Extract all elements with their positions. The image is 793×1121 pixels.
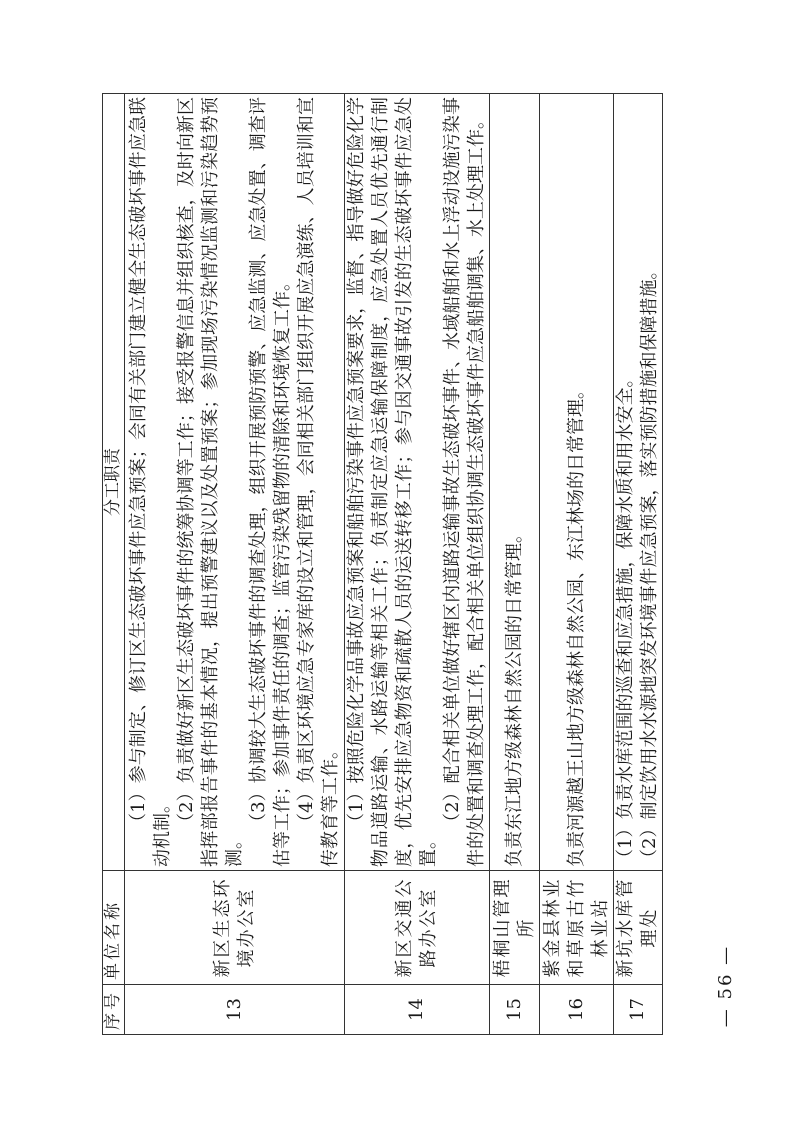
duty-cell — [490, 94, 540, 871]
table-row — [125, 94, 345, 1035]
responsibility-table — [102, 93, 663, 1035]
row-index: 17 — [614, 985, 663, 1035]
duty-item: 负责河源越王山地方级森林自然公园、东江林场的日常管理。 — [565, 381, 587, 867]
duty-item: （2）负责做好新区生态破坏事件的统筹协调等工作；接受报警信息并组织核查，及时向新区指挥部报告事件的基本情况，提出预警建议以及处置预案；参加现场污染情况监测和污染趋势预测。 — [175, 97, 245, 867]
table-row — [490, 94, 540, 1035]
unit-name: 紫金县林业和草原古竹林业站 — [540, 871, 614, 985]
duty-item: （2）制定饮用水水源地突发环境事件应急预案，落实预防措施和保障措施。 — [639, 261, 660, 867]
table-row — [614, 94, 663, 1035]
header-unit-name: 单位名称 — [103, 871, 125, 985]
duty-item: （3）协调较大生态破坏事件的调查处理，组织开展预防预警、应急监测、应急处置、调查评估等工作；参加事件责任的调查；监管污染残留物的清除和环境恢复工作。 — [247, 97, 293, 867]
table-row — [540, 94, 614, 1035]
unit-name: 新区生态环境办公室 — [125, 871, 345, 985]
table-header-row — [103, 94, 125, 1035]
unit-name: 梧桐山管理所 — [490, 871, 540, 985]
duty-item: （1）参与制定、修订区生态破坏事件应急预案；会同有关部门建立健全生态破坏事件应急联动机制。 — [127, 97, 173, 867]
duty-cell — [540, 94, 614, 871]
unit-name: 新坑水库管理处 — [614, 871, 663, 985]
table-row — [345, 94, 490, 1035]
page-number: — 56 — — [715, 944, 736, 1028]
duty-item: （4）负责区环境应急专家库的设立和管理，会同相关部门组织开展应急演练、人员培训和宣传教育等工作。 — [295, 97, 341, 867]
duty-cell — [614, 94, 663, 871]
duty-item: （1）负责水库范围的巡查和应急措施，保障水质和用水安全。 — [615, 369, 636, 867]
row-index: 16 — [540, 985, 614, 1035]
duty-item: （2）配合相关单位做好辖区内道路运输事故生态破坏事件、水域船舶和水上浮动设施污染事件的处置和调查处理工作，配合相关单位组织协调生态破坏事件应急船舶调集、水上处理工作。 — [442, 97, 487, 867]
duty-item: 负责东江地方级森林自然公园的日常管理。 — [503, 525, 525, 867]
row-index: 13 — [125, 985, 345, 1035]
row-index: 15 — [490, 985, 540, 1035]
header-duty: 分工职责 — [103, 94, 125, 871]
duty-cell — [125, 94, 345, 871]
duty-item: （1）按照危险化学品事故应急预案和船舶污染事件应急预案要求，监督、指导做好危险化学物品道路运输、水路运输等相关工作；负责制定应急运输保障制度，应急处置人员优先通行制度，优先安排应急物资和疏散人员的运送转移工作；参与因交通事故引发的生态破坏事件应急处置。 — [346, 97, 439, 867]
header-index: 序号 — [103, 985, 125, 1035]
unit-name: 新区交通公路办公室 — [345, 871, 490, 985]
row-index: 14 — [345, 985, 490, 1035]
duty-cell — [345, 94, 490, 871]
